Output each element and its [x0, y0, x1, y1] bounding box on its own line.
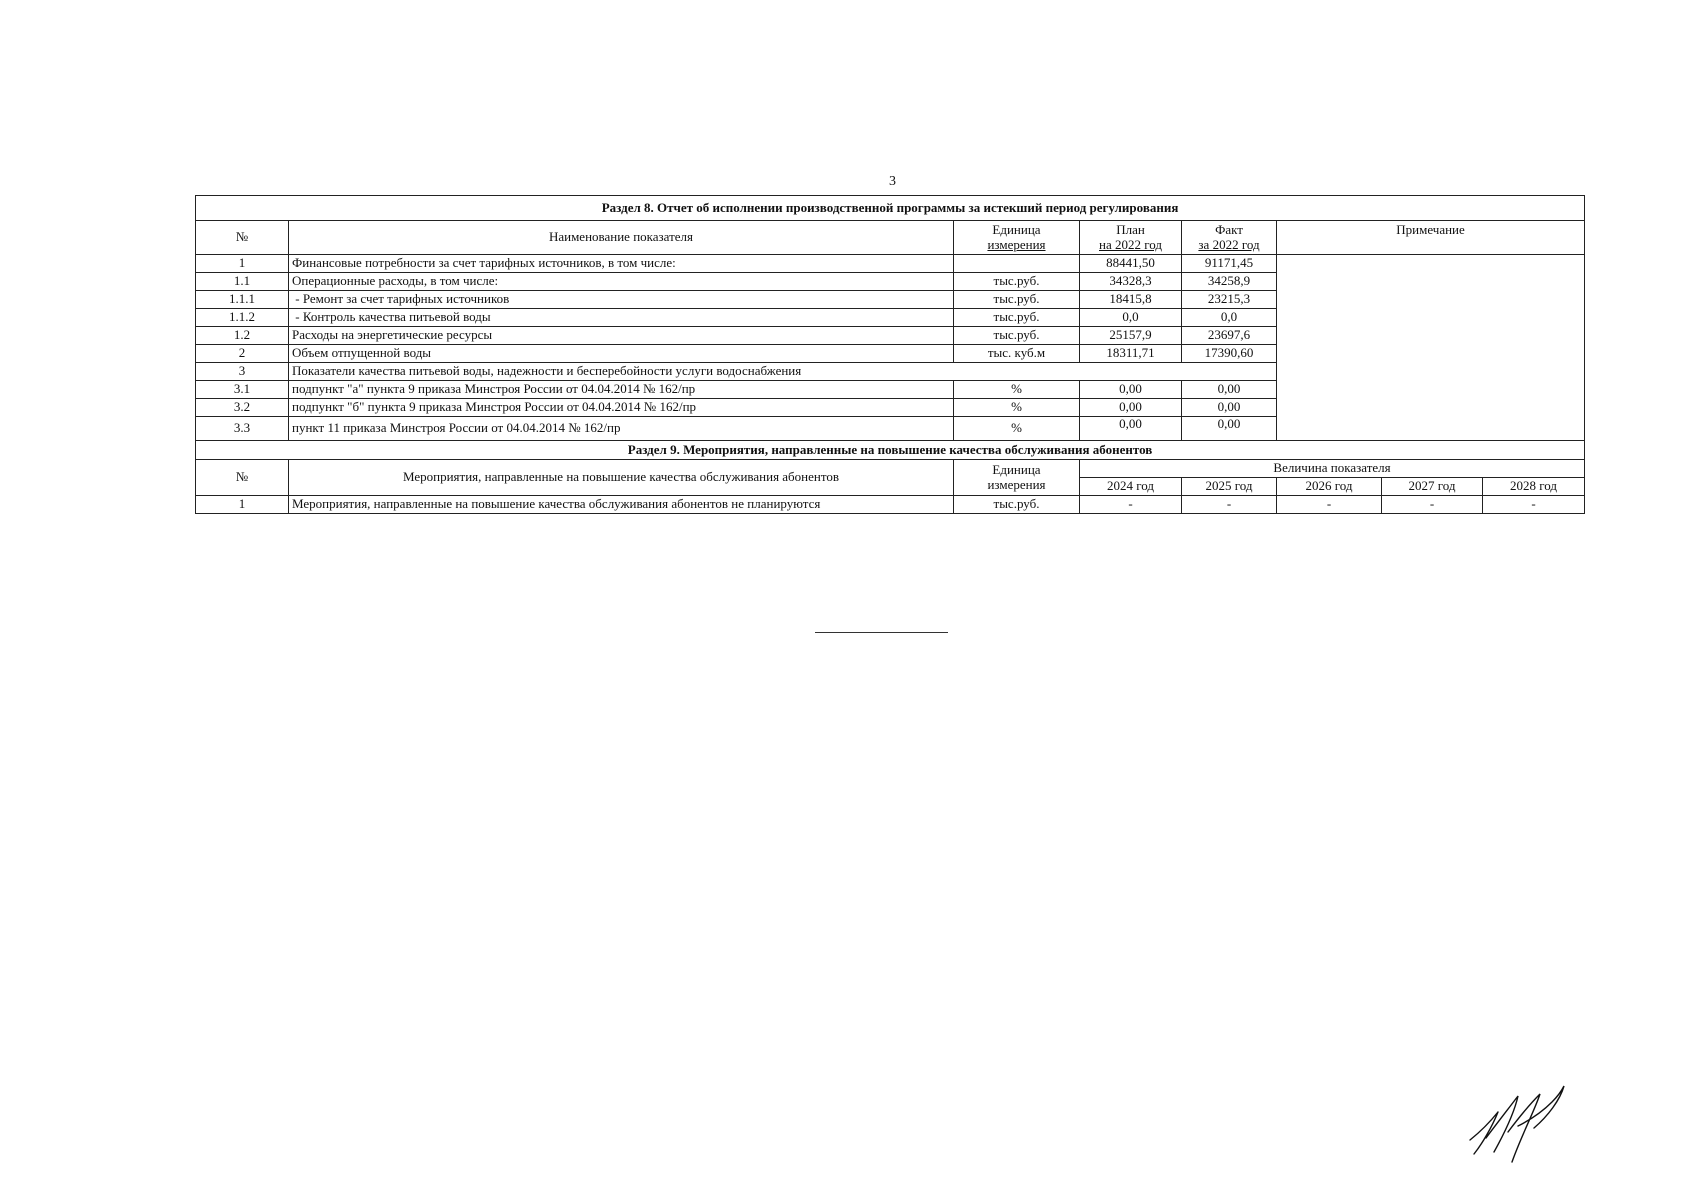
- row-unit: тыс. куб.м: [954, 345, 1080, 363]
- row-num: 3.2: [196, 399, 289, 417]
- row-value: -: [1182, 496, 1277, 514]
- header-unit-line2: измерения: [987, 476, 1046, 492]
- row-value: -: [1277, 496, 1382, 514]
- row-num: 3.1: [196, 381, 289, 399]
- row-num: 1.1.2: [196, 309, 289, 327]
- header-year: 2028 год: [1483, 478, 1585, 496]
- row-value: -: [1080, 496, 1182, 514]
- row-num: 3.3: [196, 417, 289, 441]
- row-fact: 0,00: [1182, 399, 1277, 417]
- row-fact: 17390,60: [1182, 345, 1277, 363]
- row-fact: 91171,45: [1182, 255, 1277, 273]
- header-year: 2025 год: [1182, 478, 1277, 496]
- header-fact-line2: за 2022 год: [1198, 236, 1260, 252]
- row-name: Операционные расходы, в том числе:: [289, 273, 954, 291]
- header-unit-line1: Единица: [992, 222, 1041, 238]
- row-fact: 23697,6: [1182, 327, 1277, 345]
- header-note: Примечание: [1277, 221, 1585, 255]
- header-plan-line1: План: [1116, 222, 1145, 238]
- row-fact: 23215,3: [1182, 291, 1277, 309]
- row-name: подпункт "б" пункта 9 приказа Минстроя России от 04.04.2014 № 162/пр: [289, 399, 954, 417]
- row-num: 3: [196, 363, 289, 381]
- row-num: 1.2: [196, 327, 289, 345]
- row-plan: 18415,8: [1080, 291, 1182, 309]
- row-plan: 18311,71: [1080, 345, 1182, 363]
- row-plan: 0,00: [1080, 399, 1182, 417]
- header-unit-line1: Единица: [992, 462, 1041, 478]
- row-num: 1: [196, 496, 289, 514]
- row-unit: тыс.руб.: [954, 291, 1080, 309]
- row-unit: тыс.руб.: [954, 327, 1080, 345]
- row-name: - Ремонт за счет тарифных источников: [289, 291, 954, 309]
- header-plan-line2: на 2022 год: [1099, 236, 1162, 252]
- row-name: Показатели качества питьевой воды, надежности и бесперебойности услуги водоснабжения: [289, 363, 1277, 381]
- row-plan: 0,0: [1080, 309, 1182, 327]
- row-unit: тыс.руб.: [954, 496, 1080, 514]
- header-unit-line2: измерения: [987, 236, 1046, 252]
- note-cell: [1277, 255, 1585, 441]
- row-plan: 0,00: [1080, 417, 1182, 441]
- row-name: - Контроль качества питьевой воды: [289, 309, 954, 327]
- report-table: [195, 195, 1585, 514]
- row-num: 1: [196, 255, 289, 273]
- header-name: Мероприятия, направленные на повышение качества обслуживания абонентов: [289, 460, 954, 496]
- row-fact: 0,0: [1182, 309, 1277, 327]
- section9-header-row: [196, 460, 1585, 478]
- header-year: 2024 год: [1080, 478, 1182, 496]
- section8-header-row: [196, 221, 1585, 255]
- header-name: Наименование показателя: [289, 221, 954, 255]
- signature-icon: [1468, 1082, 1568, 1172]
- row-fact: 34258,9: [1182, 273, 1277, 291]
- page-number: 3: [889, 174, 896, 189]
- header-year: 2026 год: [1277, 478, 1382, 496]
- header-num: №: [196, 460, 289, 496]
- table-row: [196, 255, 1585, 273]
- divider-line: [815, 632, 948, 633]
- header-num: №: [196, 221, 289, 255]
- row-num: 1.1.1: [196, 291, 289, 309]
- header-fact: [1182, 221, 1277, 255]
- row-plan: 0,00: [1080, 381, 1182, 399]
- row-name: Расходы на энергетические ресурсы: [289, 327, 954, 345]
- row-name: пункт 11 приказа Минстроя России от 04.04.2014 № 162/пр: [289, 417, 954, 441]
- header-fact-line1: Факт: [1215, 222, 1243, 238]
- row-plan: 34328,3: [1080, 273, 1182, 291]
- row-unit: %: [954, 381, 1080, 399]
- row-unit: %: [954, 417, 1080, 441]
- row-value: -: [1483, 496, 1585, 514]
- row-name: Финансовые потребности за счет тарифных источников, в том числе:: [289, 255, 954, 273]
- row-plan: 88441,50: [1080, 255, 1182, 273]
- row-name: Мероприятия, направленные на повышение качества обслуживания абонентов не планируются: [289, 496, 954, 514]
- row-unit: тыс.руб.: [954, 273, 1080, 291]
- table-row: [196, 496, 1585, 514]
- header-value: Величина показателя: [1080, 460, 1585, 478]
- header-plan: [1080, 221, 1182, 255]
- row-name: подпункт "а" пункта 9 приказа Минстроя России от 04.04.2014 № 162/пр: [289, 381, 954, 399]
- header-year: 2027 год: [1382, 478, 1483, 496]
- row-fact: 0,00: [1182, 381, 1277, 399]
- row-fact: 0,00: [1182, 417, 1277, 441]
- row-unit: %: [954, 399, 1080, 417]
- row-unit: тыс.руб.: [954, 309, 1080, 327]
- row-value: -: [1382, 496, 1483, 514]
- section8-title: Раздел 8. Отчет об исполнении производственной программы за истекший период регулирования: [196, 196, 1585, 221]
- row-unit: [954, 255, 1080, 273]
- row-plan: 25157,9: [1080, 327, 1182, 345]
- row-num: 2: [196, 345, 289, 363]
- header-unit: [954, 221, 1080, 255]
- row-num: 1.1: [196, 273, 289, 291]
- header-unit: [954, 460, 1080, 496]
- row-name: Объем отпущенной воды: [289, 345, 954, 363]
- section9-title: Раздел 9. Мероприятия, направленные на повышение качества обслуживания абонентов: [196, 441, 1585, 460]
